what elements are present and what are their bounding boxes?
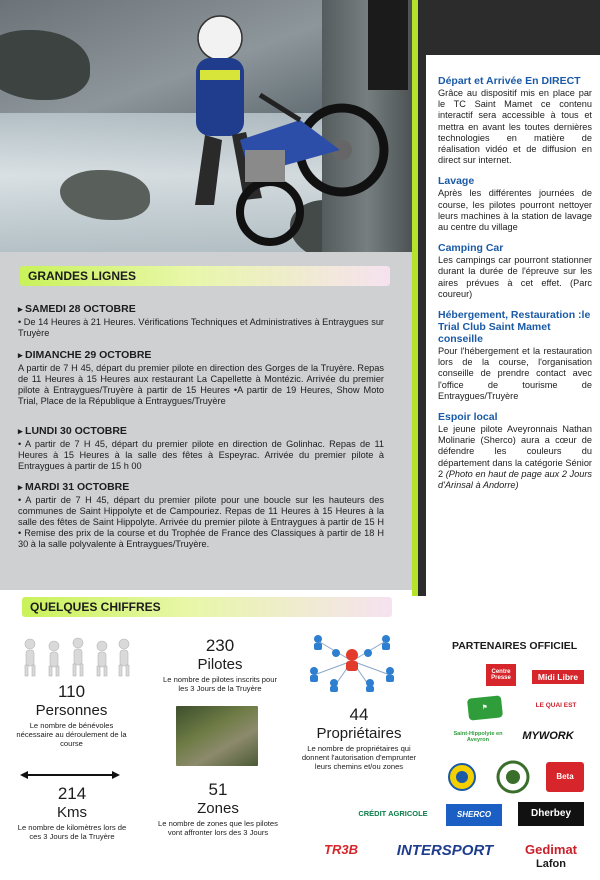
logo-centre-presse: Centre Presse: [486, 664, 516, 686]
schedule-panel: [0, 252, 412, 590]
stat-number: 44: [349, 705, 369, 724]
info-title: Espoir local: [438, 411, 498, 424]
stat-label: Pilotes: [197, 656, 243, 673]
section-header-grandes-lignes: GRANDES LIGNES: [20, 266, 390, 286]
photo-caption: (Photo en haut de page aux 2 Jours d'Arinsal à Andorre): [438, 468, 592, 491]
info-lavage: [438, 175, 592, 233]
info-panel: [426, 55, 600, 596]
stat-desc: Le nombre de kilomètres lors de ces 3 Jours de la Truyère: [17, 823, 127, 841]
info-title: Départ et Arrivée En DIRECT: [438, 75, 581, 87]
info-title: Camping Car: [438, 242, 504, 255]
stat-number: 230: [205, 636, 235, 655]
stat-label: Kms: [57, 804, 87, 821]
trial-club-emblem-icon: [496, 760, 530, 794]
logo-midi-libre: Midi Libre: [532, 670, 584, 684]
schedule-text: • De 14 Heures à 21 Heures. Vérifications Techniques et Administratives à Entraygues sur Truyère: [18, 317, 384, 338]
logo-mywork: MYWORK: [522, 729, 574, 742]
network-people-icon: [304, 631, 400, 693]
logo-le-quai-est: LE QUAI EST: [535, 701, 577, 709]
stat-zones: [158, 780, 278, 837]
section-header-quelques-chiffres: QUELQUES CHIFFRES: [22, 597, 392, 617]
stat-label: Personnes: [35, 702, 108, 719]
schedule-day: [18, 350, 384, 407]
info-title: Lavage: [438, 175, 475, 188]
schedule-date: ▸ MARDI 31 OCTOBRE: [18, 482, 384, 493]
logo-sherco: SHERCO: [446, 804, 502, 826]
schedule-day: [18, 482, 384, 550]
stat-label: Zones: [197, 800, 239, 817]
logo-saint-hippolyte: Saint-Hippolyte en Aveyron: [453, 731, 503, 743]
logo-beta: Beta: [546, 762, 584, 792]
logo-rallye-green: ⚑: [467, 695, 503, 720]
people-icon: [18, 636, 138, 678]
info-text: Le jeune pilote Aveyronnais Nathan Molinarie (Sherco) aura a cœur de défendre les couleurs du département dans la catégorie Sénior 2 (Photo en haut de page aux 2 Jours d'Arinsal à Andorre): [438, 424, 592, 491]
stat-label: Propriétaires: [316, 725, 402, 742]
stat-desc: Le nombre de bénévoles nécessaire au déroulement de la course: [16, 721, 127, 748]
stat-number: 51: [208, 780, 228, 799]
info-text: Après les différentes journées de course, les pilotes pourront nettoyer leurs machines à la station de lavage au centre du village: [438, 188, 592, 233]
logo-dherbey: Dherbey: [518, 802, 584, 826]
stat-proprietaires: [296, 705, 422, 771]
stat-number: 214: [57, 784, 87, 803]
schedule-text: • A partir de 7 H 45, départ du premier pilote pour une boucle sur les hauteurs des communes de Saint Hippolyte et de Campouriez. Repas de 11 Heures à 15 Heures à la salle des fêtes de Saint Hippolyte. Arrivée du premier pilote à Entraygues à partir de 15 H • Remise des prix de la course et du Trophée de France des Classiques à partir de 18 H 30 à la salle polyvalente à Entraygues/Truyère.: [18, 495, 384, 549]
hero-photo: [0, 0, 412, 252]
logo-gedimat-text: Gedimat: [524, 841, 577, 857]
club-badge-icon: [446, 762, 478, 792]
trail-photo: [176, 706, 258, 766]
logo-tr3b: TR3B: [324, 841, 358, 857]
logo-lafon-text: Lafon: [536, 857, 566, 870]
double-arrow-icon: [20, 771, 120, 779]
green-accent-stripe: [412, 0, 418, 596]
stat-pilotes: [160, 636, 280, 693]
stat-desc: Le nombre de pilotes inscrits pour les 3 Jours de la Truyère: [163, 675, 277, 693]
info-title: Hébergement, Restauration :le Trial Club Saint Mamet conseille: [438, 309, 591, 346]
schedule-date: ▸ SAMEDI 28 OCTOBRE: [18, 304, 384, 315]
info-column: [412, 0, 600, 596]
schedule-text: • A partir de 7 H 45, départ du premier pilote en direction de Golinhac. Repas de 11 Heures à 15 Heures à la salle des fêtes à Espeyrac. Arrivée du premier pilote à Entraygues à partir de 15 h 00: [18, 439, 384, 471]
stat-kms: [12, 784, 132, 841]
logo-credit-agricole: CRÉDIT AGRICOLE: [358, 809, 428, 819]
info-text: Grâce au dispositif mis en place par le TC Saint Mamet ce contenu interactif sera accessible à tous et mettra en avant les toutes dernières technologies en matière de réalisation vidéo et de diffusion en direct sur internet.: [438, 88, 592, 166]
logo-intersport: INTERSPORT: [396, 841, 494, 859]
info-camping-car: [438, 242, 592, 300]
info-text: Les campings car pourront stationner durant la durée de l'épreuve sur les aires prévues à cet effet. (Parc coureur): [438, 255, 592, 299]
schedule-text: A partir de 7 H 45, départ du premier pilote en direction des Gorges de la Truyère. Repas de 11 Heures à 15 Heures aux restaurant La Capellette à Montézic. Arrivée du premier pilote à Entraygues/Truyère à partir de 15 Heures •A partir de 19 Heures, Show Moto Trial, Place de la République à Entraygues/Truyère: [18, 363, 384, 406]
info-text: Pour l'hébergement et la restauration lors de la course, l'organisation conseille de prendre contact avec l'office de tourisme de Entraygues/Truyère: [438, 346, 592, 401]
info-espoir-local: [438, 411, 592, 491]
schedule-day: [18, 426, 384, 472]
stat-desc: Le nombre de propriétaires qui donnent l'autorisation d'emprunter leurs chemins et/ou zones: [301, 744, 417, 771]
stat-personnes: [14, 682, 129, 748]
schedule-day: [18, 304, 384, 339]
stat-desc: Le nombre de zones que les pilotes vont affronter lors des 3 Jours: [158, 819, 278, 837]
partners-title: PARTENAIRES OFFICIEL: [452, 640, 578, 652]
logo-gedimat: [516, 836, 586, 876]
info-direct: [438, 75, 592, 166]
stat-number: 110: [57, 682, 86, 701]
schedule-date: ▸ LUNDI 30 OCTOBRE: [18, 426, 384, 437]
info-hebergement: [438, 309, 592, 402]
schedule-date: ▸ DIMANCHE 29 OCTOBRE: [18, 350, 384, 361]
